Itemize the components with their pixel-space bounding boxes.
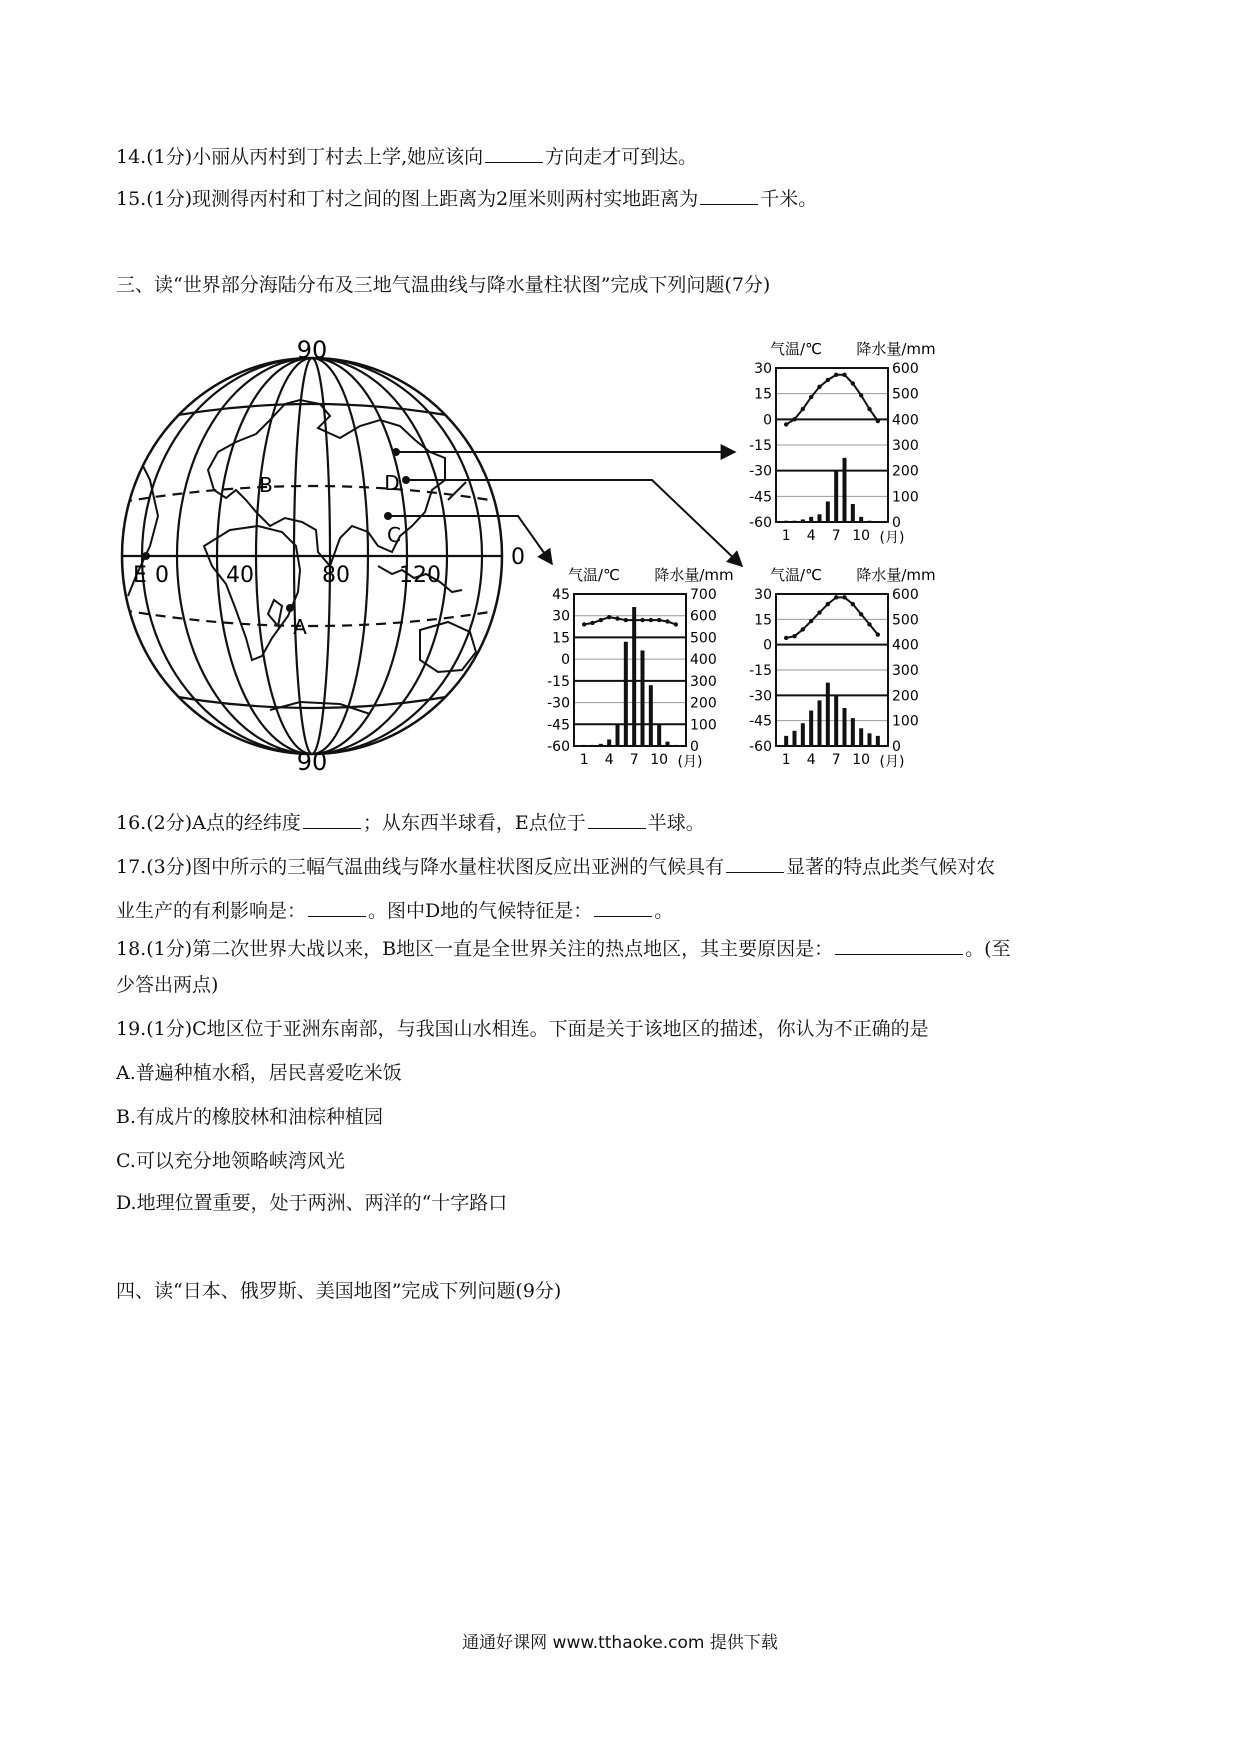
option-b[interactable]: B.有成片的橡胶林和油棕种植园 [116, 1106, 384, 1128]
temperature-point [665, 619, 669, 623]
longitude-label: 40 [226, 563, 254, 588]
temperature-point [674, 622, 678, 626]
temperature-point [607, 615, 611, 619]
question-14: 14.(1分)小丽从丙村到丁村去上学,她应该向 方向走才可到达。 [116, 146, 698, 168]
precipitation-bar [599, 744, 603, 746]
point-e-label: E [133, 563, 147, 588]
footer: 通通好课网 www.tthaoke.com 提供下载 [462, 1633, 778, 1653]
answer-blank[interactable] [700, 186, 758, 205]
precipitation-bar [793, 521, 797, 522]
precipitation-tick-label: 600 [892, 587, 919, 603]
precipitation-bar [859, 517, 863, 522]
temperature-point [851, 381, 855, 385]
precipitation-bar [582, 745, 586, 746]
month-tick-label: 1 [781, 752, 791, 768]
temperature-point [615, 616, 619, 620]
option-c[interactable]: C.可以充分地领略峡湾风光 [116, 1150, 345, 1172]
precipitation-bar [809, 517, 813, 522]
precipitation-bar [649, 685, 653, 746]
month-tick-label: 4 [806, 528, 816, 544]
answer-blank[interactable] [594, 898, 652, 917]
precipitation-bar [801, 723, 805, 746]
month-unit-label: (月) [879, 530, 905, 546]
question-18-line-1: 18.(1分)第二次世界大战以来，B地区一直是全世界关注的热点地区，其主要原因是： 。(至 [116, 938, 1011, 960]
month-tick-label: 4 [806, 752, 816, 768]
temperature-point [842, 595, 846, 599]
temperature-point [624, 618, 628, 622]
temperature-axis-title: 气温/℃ [770, 340, 822, 358]
temperature-point [801, 627, 805, 631]
precipitation-bar [641, 650, 645, 746]
precipitation-tick-label: 300 [690, 673, 717, 690]
temperature-tick-label: -60 [749, 739, 772, 755]
temperature-tick-label: 15 [754, 612, 772, 629]
precipitation-bar [632, 607, 636, 746]
temperature-point [657, 618, 661, 622]
precipitation-bar [607, 739, 611, 746]
climate-chart-top-right [749, 340, 936, 546]
temperature-axis-title: 气温/℃ [568, 566, 620, 584]
point-a-label: A [293, 615, 307, 639]
precipitation-bar [801, 519, 805, 522]
precipitation-bar [674, 745, 678, 746]
question-18-line-2: 少答出两点) [116, 974, 219, 996]
precipitation-tick-label: 700 [690, 587, 717, 603]
precipitation-tick-label: 200 [892, 688, 919, 705]
temperature-point [632, 618, 636, 622]
temperature-point [809, 619, 813, 623]
temperature-point [784, 636, 788, 640]
precipitation-bar [851, 504, 855, 522]
temperature-point [640, 618, 644, 622]
temperature-tick-label: 30 [754, 361, 772, 377]
month-tick-label: 10 [650, 752, 669, 768]
precipitation-bar [826, 683, 830, 746]
temperature-tick-label: -45 [547, 717, 570, 734]
temperature-tick-label: -15 [749, 663, 772, 679]
precipitation-bar [868, 521, 872, 522]
precipitation-bar [616, 724, 620, 746]
temperature-point [851, 602, 855, 606]
question-17-line-1: 17.(3分)图中所示的三幅气温曲线与降水量柱状图反应出亚洲的气候具有 显著的特点此类气候对农 [116, 856, 996, 878]
precipitation-bar [826, 501, 830, 522]
precipitation-tick-label: 600 [892, 361, 919, 377]
equator-label: 0 [511, 545, 525, 570]
month-tick-label: 7 [831, 528, 841, 544]
point-e-marker [142, 552, 150, 560]
point-d-label: D [384, 471, 400, 495]
precipitation-bar [843, 458, 847, 522]
precipitation-bar [784, 521, 788, 522]
precipitation-bar [818, 514, 822, 522]
temperature-point [649, 618, 653, 622]
point-a-marker [286, 604, 294, 612]
precipitation-bar [666, 742, 670, 746]
precipitation-bar [859, 728, 863, 746]
temperature-line [584, 617, 676, 624]
temperature-point [834, 595, 838, 599]
temperature-point [809, 395, 813, 399]
precipitation-tick-label: 100 [892, 713, 919, 730]
temperature-tick-label: 0 [763, 412, 772, 429]
globe [100, 336, 525, 776]
temperature-line [786, 375, 878, 425]
temperature-tick-label: 15 [552, 630, 570, 647]
precipitation-bar [876, 521, 880, 522]
precipitation-bar [793, 731, 797, 746]
section-3-heading: 三、读“世界部分海陆分布及三地气温曲线与降水量柱状图”完成下列问题(7分) [116, 274, 771, 296]
temperature-point [582, 622, 586, 626]
temperature-point [842, 373, 846, 377]
precipitation-tick-label: 0 [892, 739, 901, 755]
temperature-tick-label: 45 [552, 587, 570, 603]
month-tick-label: 4 [604, 752, 614, 768]
temperature-point [876, 632, 880, 636]
temperature-tick-label: 15 [754, 386, 772, 403]
point-b-label: B [259, 473, 273, 497]
answer-blank[interactable] [303, 810, 361, 829]
temperature-tick-label: 0 [763, 637, 772, 654]
precipitation-tick-label: 0 [690, 739, 699, 755]
precipitation-bar [624, 642, 628, 746]
precipitation-tick-label: 0 [892, 515, 901, 531]
precipitation-tick-label: 600 [690, 608, 717, 625]
precipitation-tick-label: 400 [892, 412, 919, 429]
answer-blank[interactable] [485, 144, 543, 163]
climate-chart-bottom-right [749, 566, 936, 770]
question-17-line-2: 业生产的有利影响是： 。图中D地的气候特征是： 。 [116, 900, 674, 922]
section-4-heading: 四、读“日本、俄罗斯、美国地图”完成下列问题(9分) [116, 1280, 562, 1302]
temperature-point [876, 419, 880, 423]
question-15: 15.(1分)现测得丙村和丁村之间的图上距离为2厘米则两村实地距离为 千米。 [116, 188, 818, 210]
precipitation-bar [657, 724, 661, 746]
longitude-label: 120 [399, 563, 441, 588]
precipitation-tick-label: 500 [892, 612, 919, 629]
temperature-axis-title: 气温/℃ [770, 566, 822, 584]
precipitation-bar [809, 711, 813, 746]
temperature-point [817, 385, 821, 389]
precipitation-tick-label: 500 [892, 386, 919, 403]
precipitation-tick-label: 500 [690, 630, 717, 647]
temperature-point [590, 621, 594, 625]
temperature-tick-label: 0 [561, 652, 570, 669]
temperature-point [792, 417, 796, 421]
precipitation-tick-label: 300 [892, 663, 919, 679]
temperature-tick-label: -60 [547, 739, 570, 755]
temperature-point [826, 378, 830, 382]
precipitation-bar [591, 745, 595, 746]
temperature-point [859, 393, 863, 397]
temperature-point [801, 407, 805, 411]
temperature-point [834, 373, 838, 377]
precipitation-tick-label: 100 [892, 489, 919, 506]
precipitation-tick-label: 400 [690, 652, 717, 669]
longitude-label: 0 [155, 563, 169, 588]
precipitation-axis-title: 降水量/mm [654, 566, 734, 584]
temperature-point [826, 602, 830, 606]
precipitation-tick-label: 300 [892, 438, 919, 454]
temperature-point [859, 612, 863, 616]
temperature-tick-label: -15 [547, 673, 570, 690]
south-pole-label: 90 [296, 748, 328, 776]
precipitation-tick-label: 200 [690, 695, 717, 712]
temperature-point [817, 610, 821, 614]
answer-blank[interactable] [588, 810, 646, 829]
month-unit-label: (月) [879, 754, 905, 770]
temperature-tick-label: -15 [749, 438, 772, 454]
temperature-tick-label: -30 [547, 695, 570, 712]
temperature-point [599, 618, 603, 622]
temperature-line [786, 597, 878, 638]
precipitation-bar [876, 736, 880, 746]
precipitation-bar [784, 736, 788, 746]
temperature-tick-label: -45 [749, 489, 772, 506]
temperature-tick-label: -45 [749, 713, 772, 730]
month-tick-label: 10 [852, 528, 871, 544]
figure-map-and-climate-charts [0, 330, 1240, 790]
month-tick-label: 1 [579, 752, 589, 768]
precipitation-axis-title: 降水量/mm [856, 340, 936, 358]
point-c-label: C [387, 523, 401, 547]
answer-blank[interactable] [835, 936, 963, 955]
precipitation-tick-label: 100 [690, 717, 717, 734]
precipitation-bar [834, 695, 838, 746]
precipitation-bar [868, 733, 872, 746]
month-tick-label: 7 [629, 752, 639, 768]
temperature-tick-label: -60 [749, 515, 772, 531]
chart-frame [574, 594, 686, 746]
month-tick-label: 1 [781, 528, 791, 544]
precipitation-bar [834, 471, 838, 522]
temperature-point [867, 622, 871, 626]
option-d[interactable]: D.地理位置重要，处于两洲、两洋的“十字路口 [116, 1192, 508, 1214]
precipitation-tick-label: 400 [892, 637, 919, 654]
precipitation-bar [843, 708, 847, 746]
month-unit-label: (月) [677, 754, 703, 770]
temperature-tick-label: 30 [552, 608, 570, 625]
temperature-point [784, 422, 788, 426]
temperature-point [792, 634, 796, 638]
precipitation-tick-label: 200 [892, 463, 919, 480]
question-16: 16.(2分)A点的经纬度 ；从东西半球看，E点位于 半球。 [116, 812, 705, 834]
question-19: 19.(1分)C地区位于亚洲东南部，与我国山水相连。下面是关于该地区的描述，你认为不正确的是 [116, 1018, 929, 1040]
answer-blank[interactable] [726, 854, 784, 873]
longitude-label: 80 [322, 563, 350, 588]
temperature-tick-label: -30 [749, 688, 772, 705]
temperature-tick-label: 30 [754, 587, 772, 603]
precipitation-axis-title: 降水量/mm [856, 566, 936, 584]
temperature-point [867, 407, 871, 411]
climate-chart-bottom-middle [547, 566, 734, 770]
answer-blank[interactable] [308, 898, 366, 917]
precipitation-bar [818, 700, 822, 746]
month-tick-label: 10 [852, 752, 871, 768]
connector-arrows [388, 452, 742, 566]
temperature-tick-label: -30 [749, 463, 772, 480]
option-a[interactable]: A.普遍种植水稻，居民喜爱吃米饭 [116, 1062, 402, 1084]
north-pole-label: 90 [296, 336, 328, 364]
month-tick-label: 7 [831, 752, 841, 768]
precipitation-bar [851, 718, 855, 746]
